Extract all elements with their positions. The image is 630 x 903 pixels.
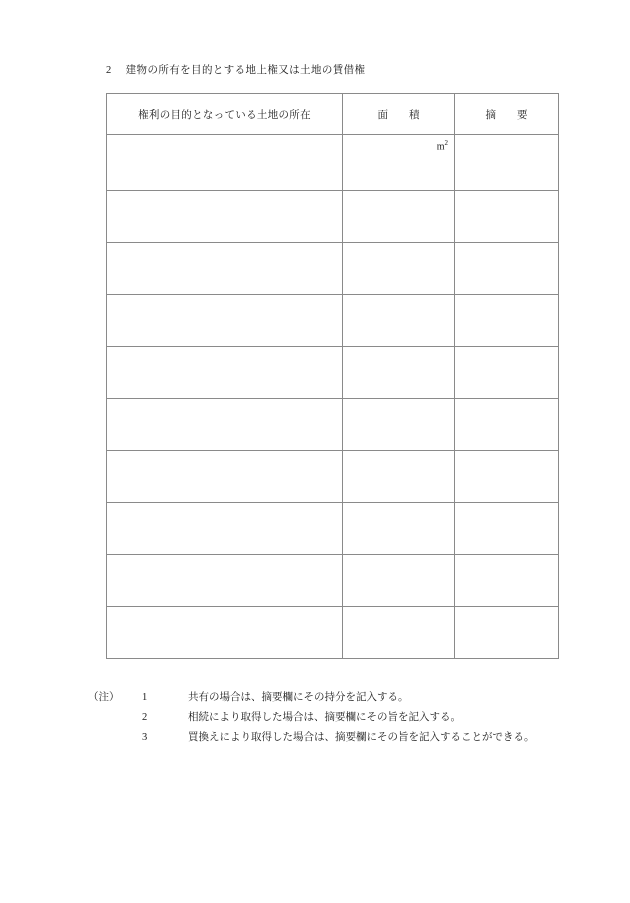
- cell-note[interactable]: [455, 295, 559, 347]
- cell-note[interactable]: [455, 607, 559, 659]
- table-row: [107, 607, 559, 659]
- footnote-text: 買換えにより取得した場合は、摘要欄にその旨を記入することができる。: [188, 731, 535, 743]
- cell-location[interactable]: [107, 399, 343, 451]
- footnote-text: 共有の場合は、摘要欄にその持分を記入する。: [188, 692, 409, 703]
- cell-location[interactable]: [107, 135, 343, 191]
- column-header-location: 権利の目的となっている土地の所在: [107, 94, 343, 135]
- cell-area[interactable]: [343, 135, 455, 191]
- footnotes: [88, 688, 535, 748]
- table-row: [107, 347, 559, 399]
- footnote-index: 3: [142, 731, 148, 743]
- cell-note[interactable]: [455, 555, 559, 607]
- cell-area[interactable]: [343, 503, 455, 555]
- cell-area[interactable]: [343, 295, 455, 347]
- cell-note[interactable]: [455, 191, 559, 243]
- cell-location[interactable]: [107, 451, 343, 503]
- footnote-index: 2: [142, 711, 148, 723]
- cell-location[interactable]: [107, 347, 343, 399]
- cell-note[interactable]: [455, 243, 559, 295]
- footnote-label: （注）: [88, 692, 120, 703]
- column-header-note: 摘 要: [455, 94, 559, 135]
- cell-area[interactable]: [343, 451, 455, 503]
- table-row: [107, 399, 559, 451]
- cell-location[interactable]: [107, 295, 343, 347]
- property-rights-table: [106, 93, 559, 659]
- cell-note[interactable]: [455, 451, 559, 503]
- table-header-row: [107, 94, 559, 135]
- cell-area[interactable]: [343, 243, 455, 295]
- table-row: [107, 243, 559, 295]
- column-header-area: 面 積: [343, 94, 455, 135]
- footnote-index: 1: [142, 692, 148, 703]
- footnote-item: [88, 728, 535, 748]
- cell-area[interactable]: [343, 607, 455, 659]
- cell-area[interactable]: [343, 399, 455, 451]
- cell-location[interactable]: [107, 607, 343, 659]
- cell-area[interactable]: [343, 347, 455, 399]
- cell-location[interactable]: [107, 243, 343, 295]
- table-body: [107, 135, 559, 659]
- footnote-text: 相続により取得した場合は、摘要欄にその旨を記入する。: [188, 711, 461, 723]
- table-row: [107, 135, 559, 191]
- table-row: [107, 555, 559, 607]
- cell-note[interactable]: [455, 503, 559, 555]
- cell-note[interactable]: [455, 347, 559, 399]
- cell-area[interactable]: [343, 555, 455, 607]
- cell-area[interactable]: [343, 191, 455, 243]
- cell-location[interactable]: [107, 555, 343, 607]
- footnote-item: [88, 708, 535, 728]
- table-row: [107, 295, 559, 347]
- cell-note[interactable]: [455, 399, 559, 451]
- cell-note[interactable]: [455, 135, 559, 191]
- table-header: [107, 94, 559, 135]
- table-row: [107, 503, 559, 555]
- table-row: [107, 191, 559, 243]
- section-heading: [106, 62, 365, 77]
- cell-location[interactable]: [107, 503, 343, 555]
- area-unit-label: $m^2$: [436, 139, 448, 153]
- cell-location[interactable]: [107, 191, 343, 243]
- footnote-item: [88, 688, 535, 708]
- section-number: 2: [106, 65, 112, 76]
- section-title: 建物の所有を目的とする地上権又は土地の賃借権: [125, 65, 366, 76]
- table-row: [107, 451, 559, 503]
